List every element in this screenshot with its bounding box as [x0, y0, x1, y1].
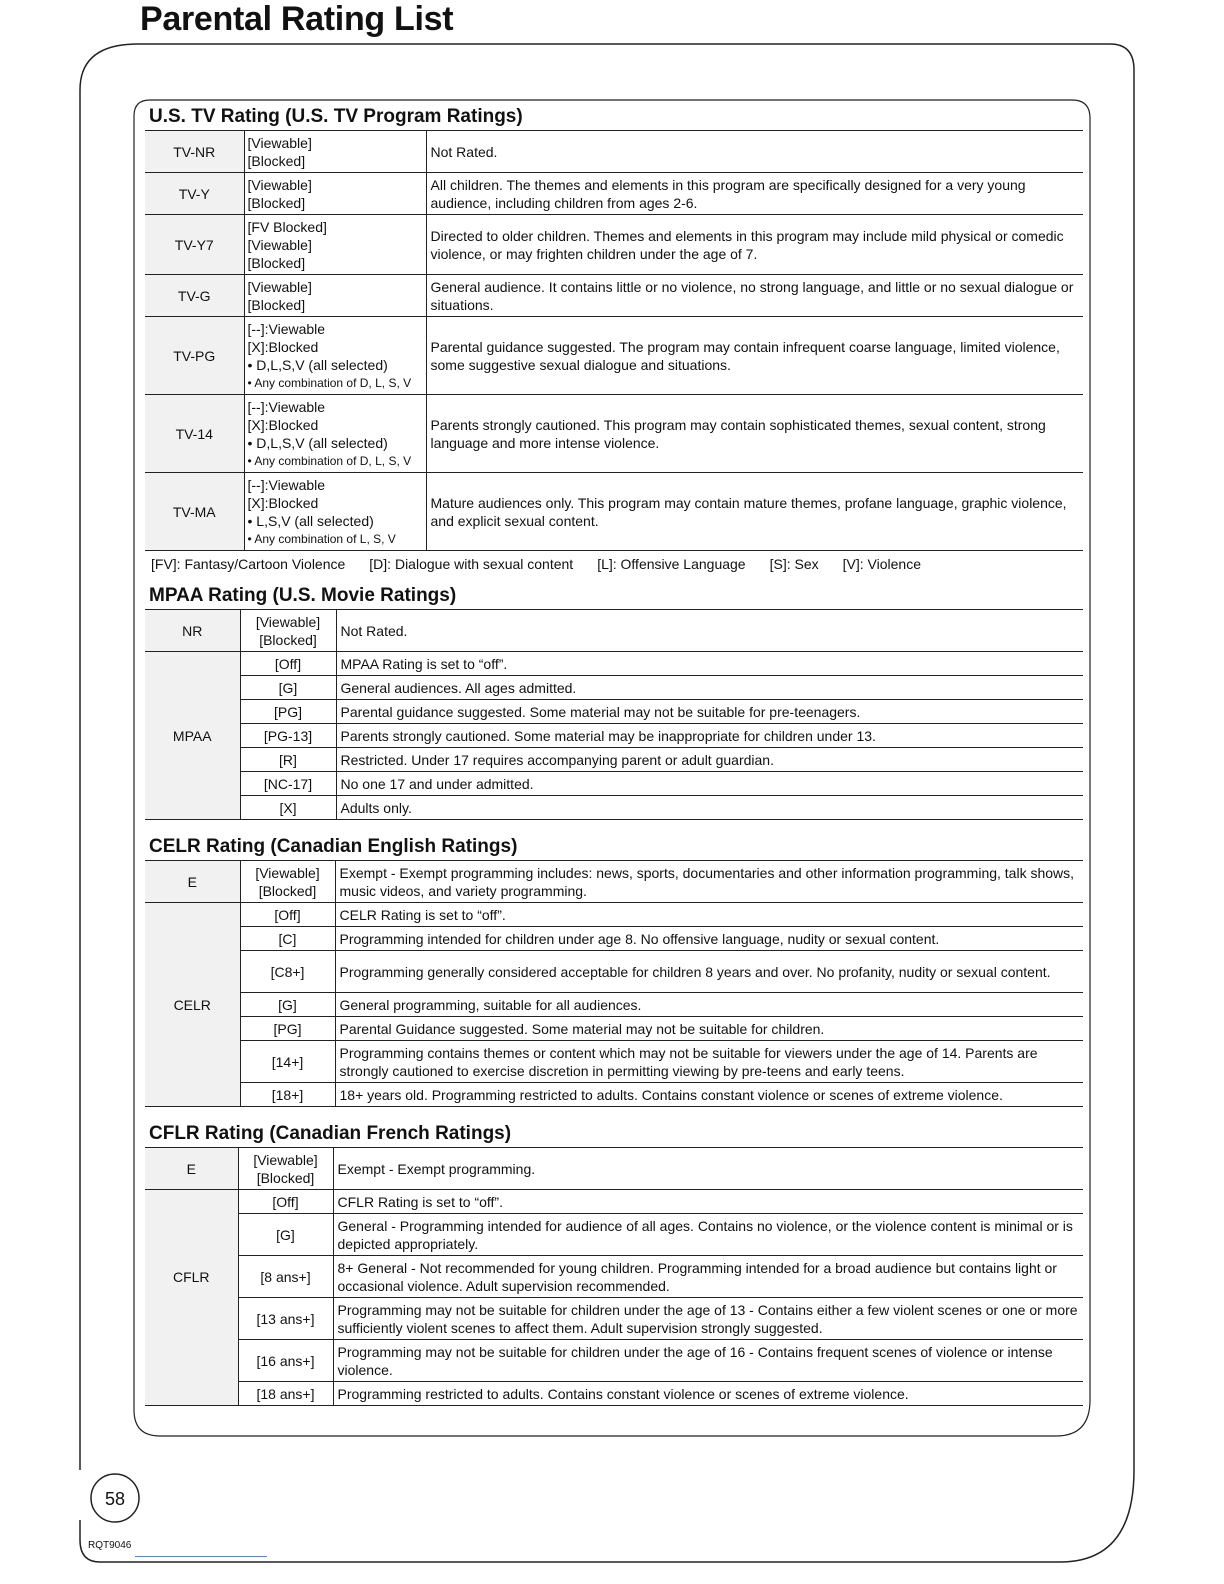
group-code: CELR	[145, 993, 240, 1017]
rating-description: Parental guidance suggested. Some material may not be suitable for pre-teenagers.	[336, 700, 1083, 724]
rating-options	[244, 275, 426, 317]
legend-item: [FV]: Fantasy/Cartoon Violence	[151, 556, 346, 572]
rating-description: MPAA Rating is set to “off”.	[336, 652, 1083, 676]
rating-option: [Off]	[238, 1190, 333, 1214]
group-cell	[145, 700, 240, 724]
rating-option: [PG]	[240, 1017, 335, 1041]
rating-options	[240, 861, 335, 903]
rating-option: [18 ans+]	[238, 1382, 333, 1406]
option-line: [Viewable]	[247, 236, 312, 253]
rating-description: Restricted. Under 17 requires accompanying parent or adult guardian.	[336, 748, 1083, 772]
rating-code: TV-MA	[145, 473, 244, 551]
option-line: [--]:Viewable	[247, 320, 326, 337]
rating-code: TV-14	[145, 395, 244, 473]
table-row	[145, 652, 1083, 676]
rating-options	[244, 173, 426, 215]
rating-description: Programming restricted to adults. Contains constant violence or scenes of extreme violence.	[333, 1382, 1083, 1406]
table-row	[145, 1340, 1083, 1382]
rating-description: Mature audiences only. This program may contain mature themes, profane language, graphic violence, and explicit sexual content.	[426, 473, 1083, 551]
legend-item: [S]: Sex	[769, 556, 819, 572]
rating-option: [G]	[240, 676, 336, 700]
group-cell	[145, 1340, 238, 1382]
rating-options	[244, 317, 426, 395]
option-line: • Any combination of L, S, V	[247, 531, 396, 546]
page-number: 58	[104, 1489, 126, 1509]
table-row	[145, 903, 1083, 927]
rating-code: TV-Y7	[145, 215, 244, 275]
us-tv-legend	[145, 551, 1083, 577]
group-cell	[145, 1382, 238, 1406]
rating-description: General - Programming intended for audience of all ages. Contains no violence, or the violence content is minimal or is depicted appropriately.	[333, 1214, 1083, 1256]
cflr-table	[145, 1147, 1083, 1406]
mpaa-title: MPAA Rating (U.S. Movie Ratings)	[149, 585, 457, 606]
rating-option: [R]	[240, 748, 336, 772]
rating-description: General programming, suitable for all audiences.	[335, 993, 1083, 1017]
rating-description: Programming generally considered acceptable for children 8 years and over. No profanity, nudity or sexual content.	[335, 951, 1083, 993]
group-cell	[145, 1214, 238, 1256]
option-line: • Any combination of D, L, S, V	[247, 375, 412, 390]
rating-description: CELR Rating is set to “off”.	[335, 903, 1083, 927]
rating-description: Exempt - Exempt programming includes: news, sports, documentaries and other information programming, talk shows, music videos, and variety programming.	[335, 861, 1083, 903]
rating-code: NR	[145, 610, 240, 652]
option-line: [--]:Viewable	[247, 398, 326, 415]
group-cell	[145, 927, 240, 951]
group-code: MPAA	[145, 724, 240, 748]
group-cell	[145, 903, 240, 927]
rating-option: [PG]	[240, 700, 336, 724]
group-cell	[145, 772, 240, 796]
rating-description: Adults only.	[336, 796, 1083, 820]
group-cell	[145, 1017, 240, 1041]
option-line: [Viewable]	[247, 278, 312, 295]
rating-code: TV-NR	[145, 131, 244, 173]
option-line: • D,L,S,V (all selected)	[247, 356, 388, 373]
option-line: [Viewable]	[253, 1151, 318, 1168]
rating-description: Programming may not be suitable for children under the age of 16 - Contains frequent scenes of violence or intense violence.	[333, 1340, 1083, 1382]
rating-code: TV-Y	[145, 173, 244, 215]
rating-description: Not Rated.	[426, 131, 1083, 173]
option-line: [Blocked]	[259, 631, 317, 648]
legend-item: [V]: Violence	[842, 556, 921, 572]
option-line: [FV Blocked]	[247, 218, 327, 235]
rating-options	[244, 215, 426, 275]
rating-options	[240, 610, 336, 652]
table-row	[145, 1190, 1083, 1214]
rating-option: [14+]	[240, 1041, 335, 1083]
rating-description: Programming intended for children under age 8. No offensive language, nudity or sexual content.	[335, 927, 1083, 951]
table-row	[145, 1083, 1083, 1107]
rating-description: General audiences. All ages admitted.	[336, 676, 1083, 700]
table-row	[145, 215, 1083, 275]
rating-option: [PG-13]	[240, 724, 336, 748]
option-line: [Blocked]	[247, 254, 306, 271]
rating-options	[244, 395, 426, 473]
table-row	[145, 131, 1083, 173]
table-row	[145, 1148, 1083, 1190]
group-cell	[145, 652, 240, 676]
rating-option: [G]	[240, 993, 335, 1017]
table-row	[145, 1214, 1083, 1256]
rating-description: Parents strongly cautioned. Some material may be inappropriate for children under 13.	[336, 724, 1083, 748]
group-cell	[145, 1083, 240, 1107]
group-cell	[145, 748, 240, 772]
rating-description: Programming may not be suitable for children under the age of 13 - Contains either a few violent scenes or one or more sufficiently violent scenes to affect them. Adult supervision strongly suggested.	[333, 1298, 1083, 1340]
table-row	[145, 1041, 1083, 1083]
legend-item: [D]: Dialogue with sexual content	[369, 556, 574, 572]
rating-option: [C]	[240, 927, 335, 951]
rating-option: [Off]	[240, 903, 335, 927]
doc-code: RQT9046	[88, 1540, 132, 1551]
rating-content	[145, 104, 1083, 1406]
option-line: [Blocked]	[247, 152, 306, 169]
rating-description: Parental guidance suggested. The program may contain infrequent coarse language, limited violence, some suggestive sexual dialogue and situations.	[426, 317, 1083, 395]
rating-options	[244, 473, 426, 551]
legend-item: [L]: Offensive Language	[597, 556, 746, 572]
rating-option: [NC-17]	[240, 772, 336, 796]
page-title: Parental Rating List	[140, 0, 454, 38]
rating-description: Directed to older children. Themes and elements in this program may include mild physical or comedic violence, or may frighten children under the age of 7.	[426, 215, 1083, 275]
us-tv-title: U.S. TV Rating (U.S. TV Program Ratings)	[149, 106, 523, 127]
footer-rule	[135, 1556, 267, 1557]
us-tv-table	[145, 130, 1083, 551]
group-cell	[145, 1190, 238, 1214]
rating-description: Parental Guidance suggested. Some material may not be suitable for children.	[335, 1017, 1083, 1041]
mpaa-table	[145, 609, 1083, 820]
option-line: [--]:Viewable	[247, 476, 326, 493]
group-cell	[145, 1041, 240, 1083]
option-line: • D,L,S,V (all selected)	[247, 434, 388, 451]
rating-option: [18+]	[240, 1083, 335, 1107]
option-line: [Blocked]	[256, 1169, 315, 1186]
table-row	[145, 676, 1083, 700]
rating-options	[238, 1148, 333, 1190]
option-line: [Blocked]	[247, 296, 306, 313]
option-line: [Viewable]	[255, 613, 321, 630]
rating-option: [16 ans+]	[238, 1340, 333, 1382]
table-row	[145, 1017, 1083, 1041]
group-cell	[145, 796, 240, 820]
table-row	[145, 1382, 1083, 1406]
group-cell	[145, 951, 240, 993]
celr-title: CELR Rating (Canadian English Ratings)	[149, 836, 518, 857]
group-cell	[145, 676, 240, 700]
table-row	[145, 395, 1083, 473]
rating-option: [X]	[240, 796, 336, 820]
rating-description: Not Rated.	[336, 610, 1083, 652]
rating-options	[244, 131, 426, 173]
rating-description: All children. The themes and elements in this program are specifically designed for a very young audience, including children from ages 2-6.	[426, 173, 1083, 215]
rating-option: [8 ans+]	[238, 1256, 333, 1298]
table-row	[145, 317, 1083, 395]
option-line: [Viewable]	[247, 176, 312, 193]
table-row	[145, 951, 1083, 993]
table-row	[145, 861, 1083, 903]
group-cell	[145, 1298, 238, 1340]
table-row	[145, 927, 1083, 951]
table-row	[145, 796, 1083, 820]
table-row	[145, 700, 1083, 724]
rating-description: No one 17 and under admitted.	[336, 772, 1083, 796]
celr-table	[145, 860, 1083, 1107]
cflr-title: CFLR Rating (Canadian French Ratings)	[149, 1123, 512, 1144]
rating-description: General audience. It contains little or no violence, no strong language, and little or no sexual dialogue or situations.	[426, 275, 1083, 317]
rating-description: 8+ General - Not recommended for young children. Programming intended for a broad audience but contains light or occasional violence. Adult supervision recommended.	[333, 1256, 1083, 1298]
option-line: [X]:Blocked	[247, 338, 319, 355]
option-line: [X]:Blocked	[247, 416, 319, 433]
option-line: [Viewable]	[255, 864, 320, 881]
option-line: • L,S,V (all selected)	[247, 512, 374, 529]
rating-code: TV-G	[145, 275, 244, 317]
rating-description: Exempt - Exempt programming.	[333, 1148, 1083, 1190]
rating-code: E	[145, 861, 240, 903]
group-code: CFLR	[145, 1256, 238, 1298]
option-line: [Blocked]	[247, 194, 306, 211]
table-row	[145, 993, 1083, 1017]
table-row	[145, 724, 1083, 748]
table-row	[145, 748, 1083, 772]
table-row	[145, 473, 1083, 551]
table-row	[145, 772, 1083, 796]
rating-option: [Off]	[240, 652, 336, 676]
rating-option: [C8+]	[240, 951, 335, 993]
rating-code: TV-PG	[145, 317, 244, 395]
table-row	[145, 1256, 1083, 1298]
rating-option: [G]	[238, 1214, 333, 1256]
table-row	[145, 610, 1083, 652]
option-line: • Any combination of D, L, S, V	[247, 453, 412, 468]
rating-description: Programming contains themes or content which may not be suitable for viewers under the age of 14. Parents are strongly cautioned to exercise discretion in permitting viewing by pre-teens and early teens.	[335, 1041, 1083, 1083]
option-line: [X]:Blocked	[247, 494, 319, 511]
option-line: [Blocked]	[258, 882, 317, 899]
table-row	[145, 275, 1083, 317]
rating-description: CFLR Rating is set to “off”.	[333, 1190, 1083, 1214]
table-row	[145, 173, 1083, 215]
table-row	[145, 1298, 1083, 1340]
rating-code: E	[145, 1148, 238, 1190]
rating-option: [13 ans+]	[238, 1298, 333, 1340]
rating-description: 18+ years old. Programming restricted to adults. Contains constant violence or scenes of extreme violence.	[335, 1083, 1083, 1107]
option-line: [Viewable]	[247, 134, 312, 151]
rating-description: Parents strongly cautioned. This program may contain sophisticated themes, sexual content, strong language and more intense violence.	[426, 395, 1083, 473]
